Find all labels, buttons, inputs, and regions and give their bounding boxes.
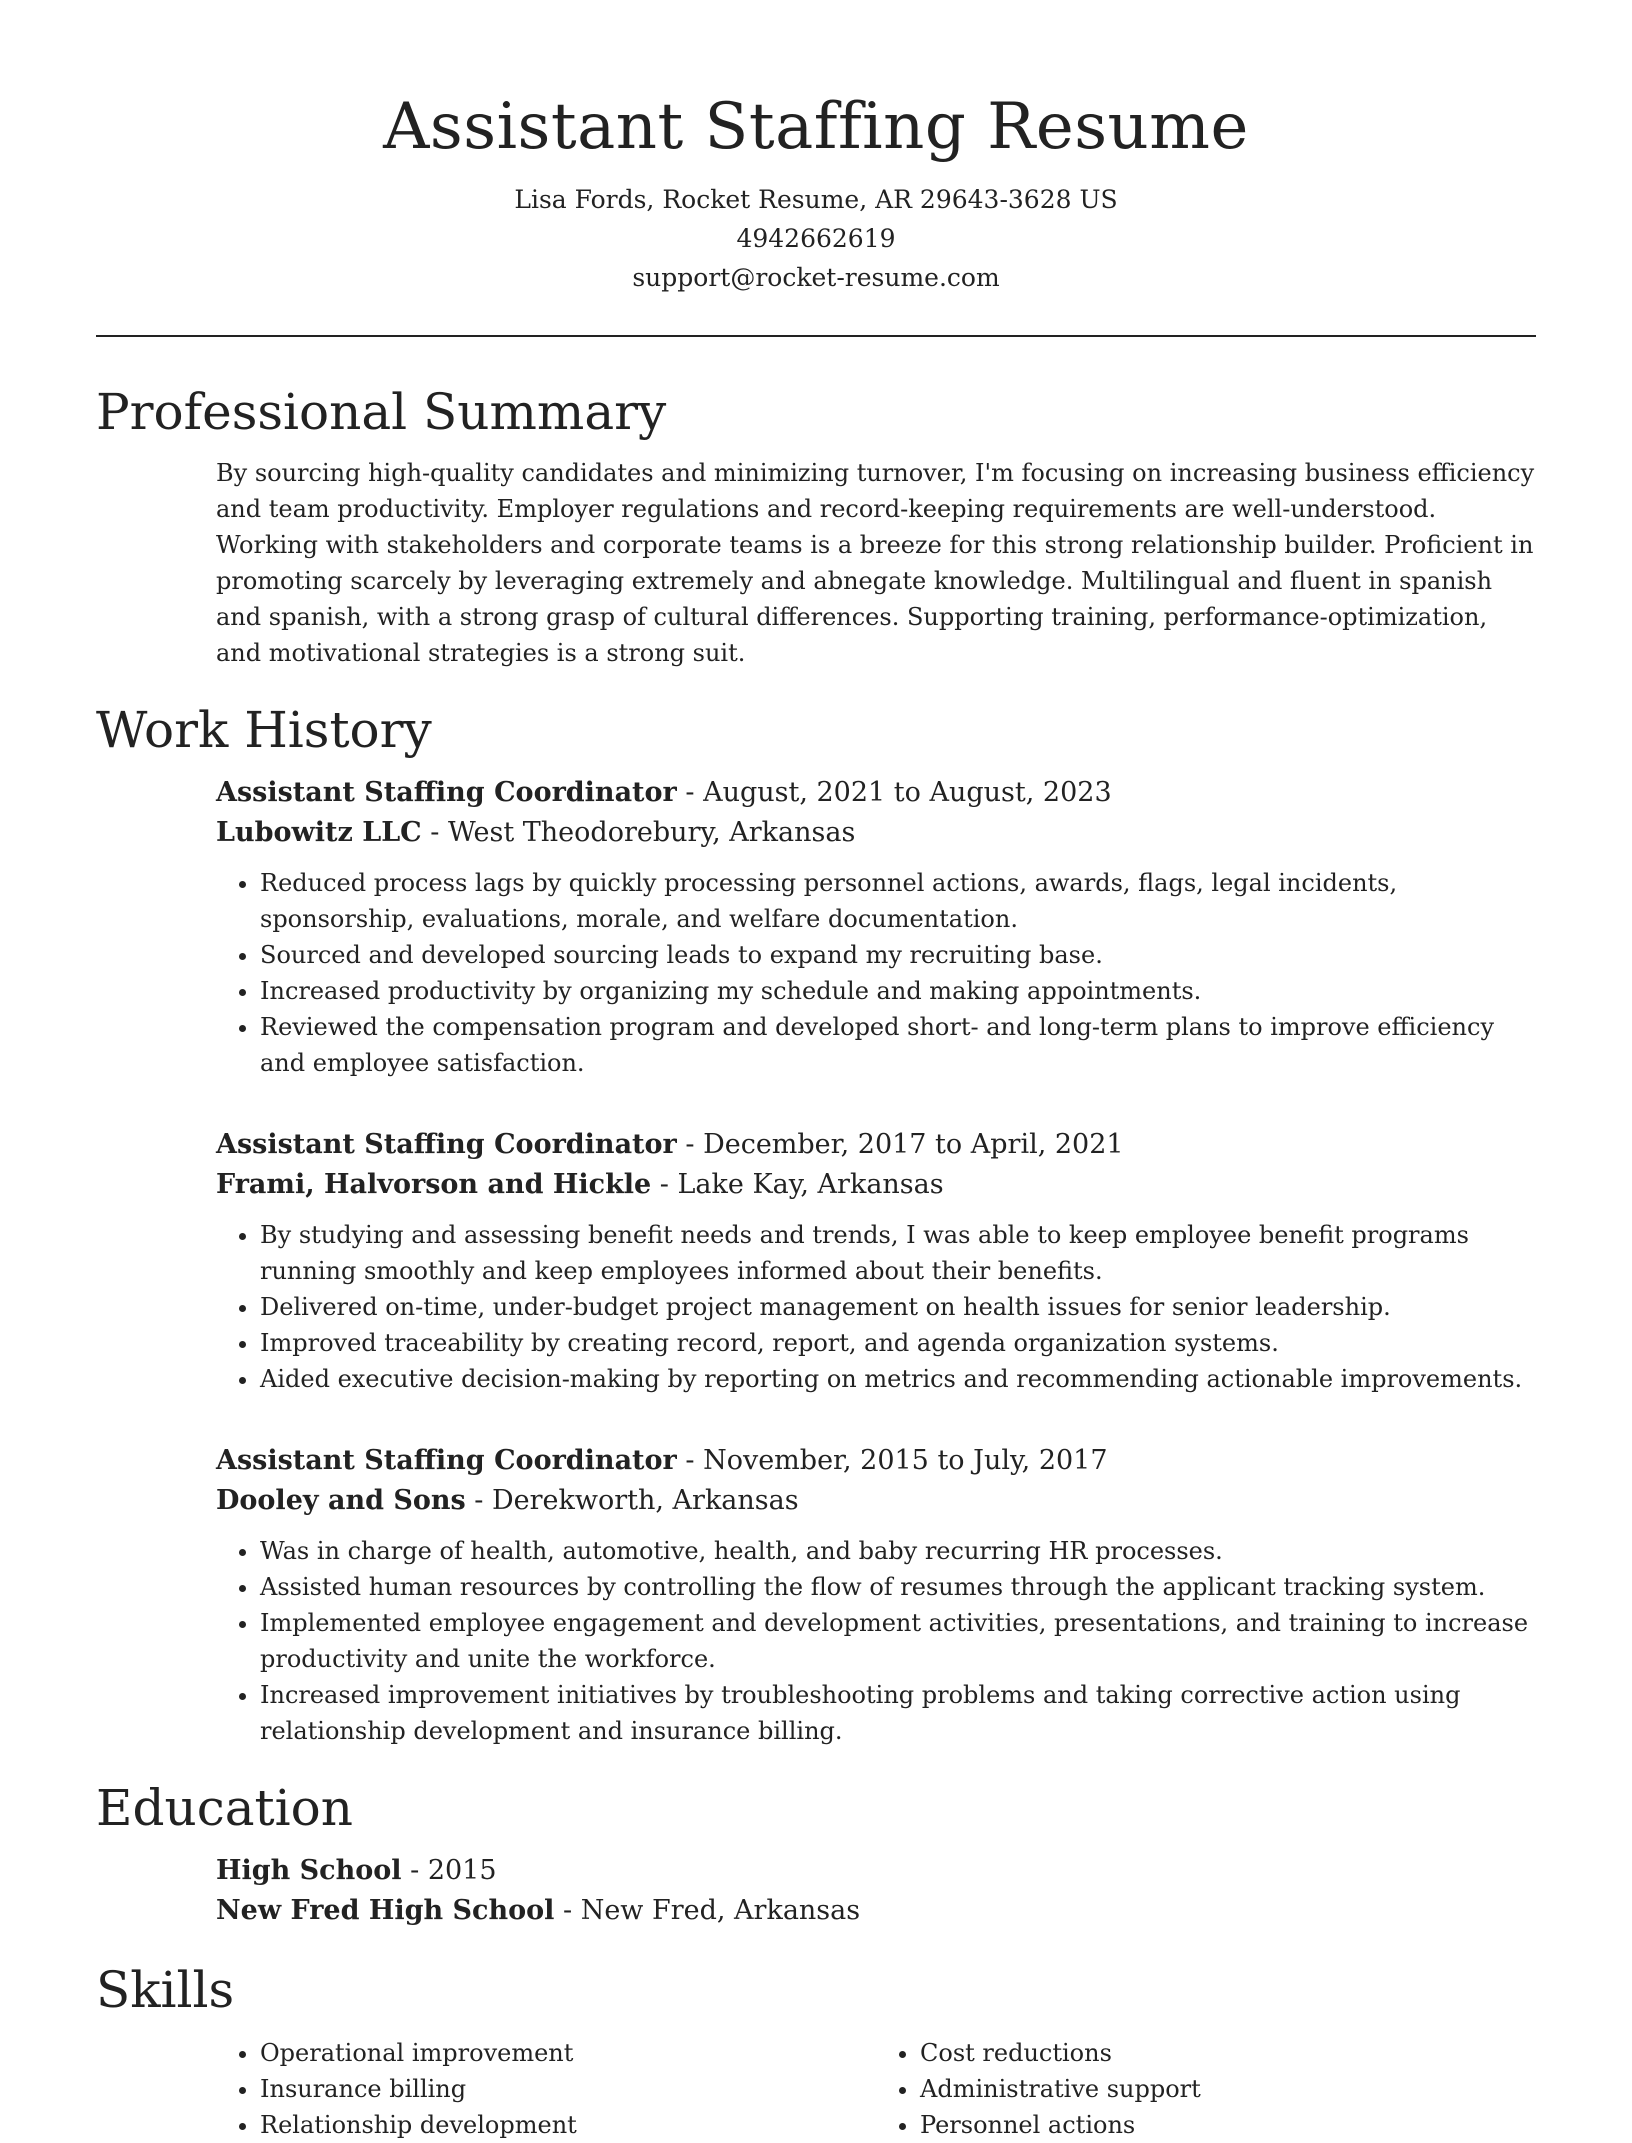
- summary-body: [96, 455, 1536, 671]
- skills-grid: [216, 2035, 1536, 2143]
- education-school-line: [216, 1891, 1536, 1931]
- skills-column-left: [216, 2035, 876, 2143]
- contact-phone: 4942662619: [736, 224, 896, 253]
- job-bullet: • Aided executive decision-making by reporting on metrics and recommending actionable improvements.: [260, 1361, 1536, 1397]
- job-company-line: [216, 813, 1536, 853]
- job-bullet: • Was in charge of health, automotive, health, and baby recurring HR processes.: [260, 1533, 1536, 1569]
- job-company: Dooley and Sons: [216, 1485, 466, 1516]
- summary-text: By sourcing high-quality candidates and minimizing turnover, I'm focusing on increasing business efficiency and team productivity. Employer regulations and record-keeping requirements are well-understood. Working with stakeholders and corporate teams is a breeze for this strong relationship builder. Proficient in promoting scarcely by leveraging extremely and abnegate knowledge. Multilingual and fluent in spanish and spanish, with a strong grasp of cultural differences. Supporting training, performance-optimization, and motivational strategies is a strong suit.: [216, 459, 1535, 667]
- contact-email: support@rocket-resume.com: [632, 263, 1000, 292]
- education-heading: Education: [96, 1779, 353, 1837]
- skills-section: [96, 1955, 1536, 2143]
- education-location: - New Fred, Arkansas: [554, 1895, 861, 1926]
- job-company-line: [216, 1481, 1536, 1521]
- education-degree-line: [216, 1851, 1536, 1891]
- job-title-line: [216, 773, 1536, 813]
- education-school: New Fred High School: [216, 1895, 555, 1926]
- job-bullet: • Delivered on-time, under-budget project management on health issues for senior leadership.: [260, 1289, 1536, 1325]
- job-entry: [216, 1125, 1536, 1397]
- skills-body: [96, 2035, 1536, 2143]
- job-title: Assistant Staffing Coordinator: [216, 1445, 677, 1476]
- job-title: Assistant Staffing Coordinator: [216, 1129, 677, 1160]
- resume-title: Assistant Staffing Resume: [383, 90, 1249, 164]
- summary-section: [96, 377, 1536, 671]
- education-body: [96, 1851, 1536, 1931]
- job-company: Lubowitz LLC: [216, 817, 422, 848]
- work-history-body: [96, 773, 1536, 1749]
- skill-item: • Administrative support: [920, 2071, 1536, 2107]
- job-title-line: [216, 1441, 1536, 1481]
- resume-header: [96, 0, 1536, 297]
- contact-block: [96, 180, 1536, 297]
- education-section: [96, 1773, 1536, 1931]
- job-location: - West Theodorebury, Arkansas: [421, 817, 856, 848]
- skill-item: • Operational improvement: [260, 2035, 876, 2071]
- skills-column-right: [876, 2035, 1536, 2143]
- job-location: - Derekworth, Arkansas: [465, 1485, 799, 1516]
- job-bullet: • Implemented employee engagement and development activities, presentations, and training to increase productivity and unite the workforce.: [260, 1605, 1536, 1677]
- work-history-section: [96, 695, 1536, 1749]
- job-bullet: • Assisted human resources by controlling the flow of resumes through the applicant tracking system.: [260, 1569, 1536, 1605]
- skill-item: • Personnel actions: [920, 2107, 1536, 2143]
- job-dates: - December, 2017 to April, 2021: [676, 1129, 1124, 1160]
- education-degree: High School: [216, 1855, 402, 1886]
- summary-heading: Professional Summary: [96, 383, 667, 441]
- skills-heading: Skills: [96, 1961, 235, 2019]
- job-dates: - August, 2021 to August, 2023: [676, 777, 1112, 808]
- job-bullet: • Improved traceability by creating record, report, and agenda organization systems.: [260, 1325, 1536, 1361]
- work-history-heading: Work History: [96, 701, 432, 759]
- job-company: Frami, Halvorson and Hickle: [216, 1169, 652, 1200]
- job-location: - Lake Kay, Arkansas: [651, 1169, 944, 1200]
- job-bullet: • Increased improvement initiatives by troubleshooting problems and taking corrective action using relationship development and insurance billing.: [260, 1677, 1536, 1749]
- job-entry: [216, 1441, 1536, 1749]
- job-title-line: [216, 1125, 1536, 1165]
- header-divider: [96, 335, 1536, 337]
- job-bullets: [216, 1533, 1536, 1749]
- job-dates: - November, 2015 to July, 2017: [676, 1445, 1108, 1476]
- job-bullet: • Reduced process lags by quickly processing personnel actions, awards, flags, legal incidents, sponsorship, evaluations, morale, and welfare documentation.: [260, 865, 1536, 937]
- job-bullet: • Reviewed the compensation program and developed short- and long-term plans to improve efficiency and employee satisfaction.: [260, 1009, 1536, 1081]
- job-bullets: [216, 1217, 1536, 1397]
- job-bullet: • By studying and assessing benefit needs and trends, I was able to keep employee benefit programs running smoothly and keep employees informed about their benefits.: [260, 1217, 1536, 1289]
- job-bullet: • Increased productivity by organizing my schedule and making appointments.: [260, 973, 1536, 1009]
- skill-item: • Insurance billing: [260, 2071, 876, 2107]
- job-entry: [216, 773, 1536, 1081]
- skill-item: • Cost reductions: [920, 2035, 1536, 2071]
- education-year: - 2015: [401, 1855, 497, 1886]
- contact-address: Lisa Fords, Rocket Resume, AR 29643-3628 US: [514, 185, 1118, 214]
- job-company-line: [216, 1165, 1536, 1205]
- job-bullets: [216, 865, 1536, 1081]
- job-bullet: • Sourced and developed sourcing leads to expand my recruiting base.: [260, 937, 1536, 973]
- job-title: Assistant Staffing Coordinator: [216, 777, 677, 808]
- skill-item: • Relationship development: [260, 2107, 876, 2143]
